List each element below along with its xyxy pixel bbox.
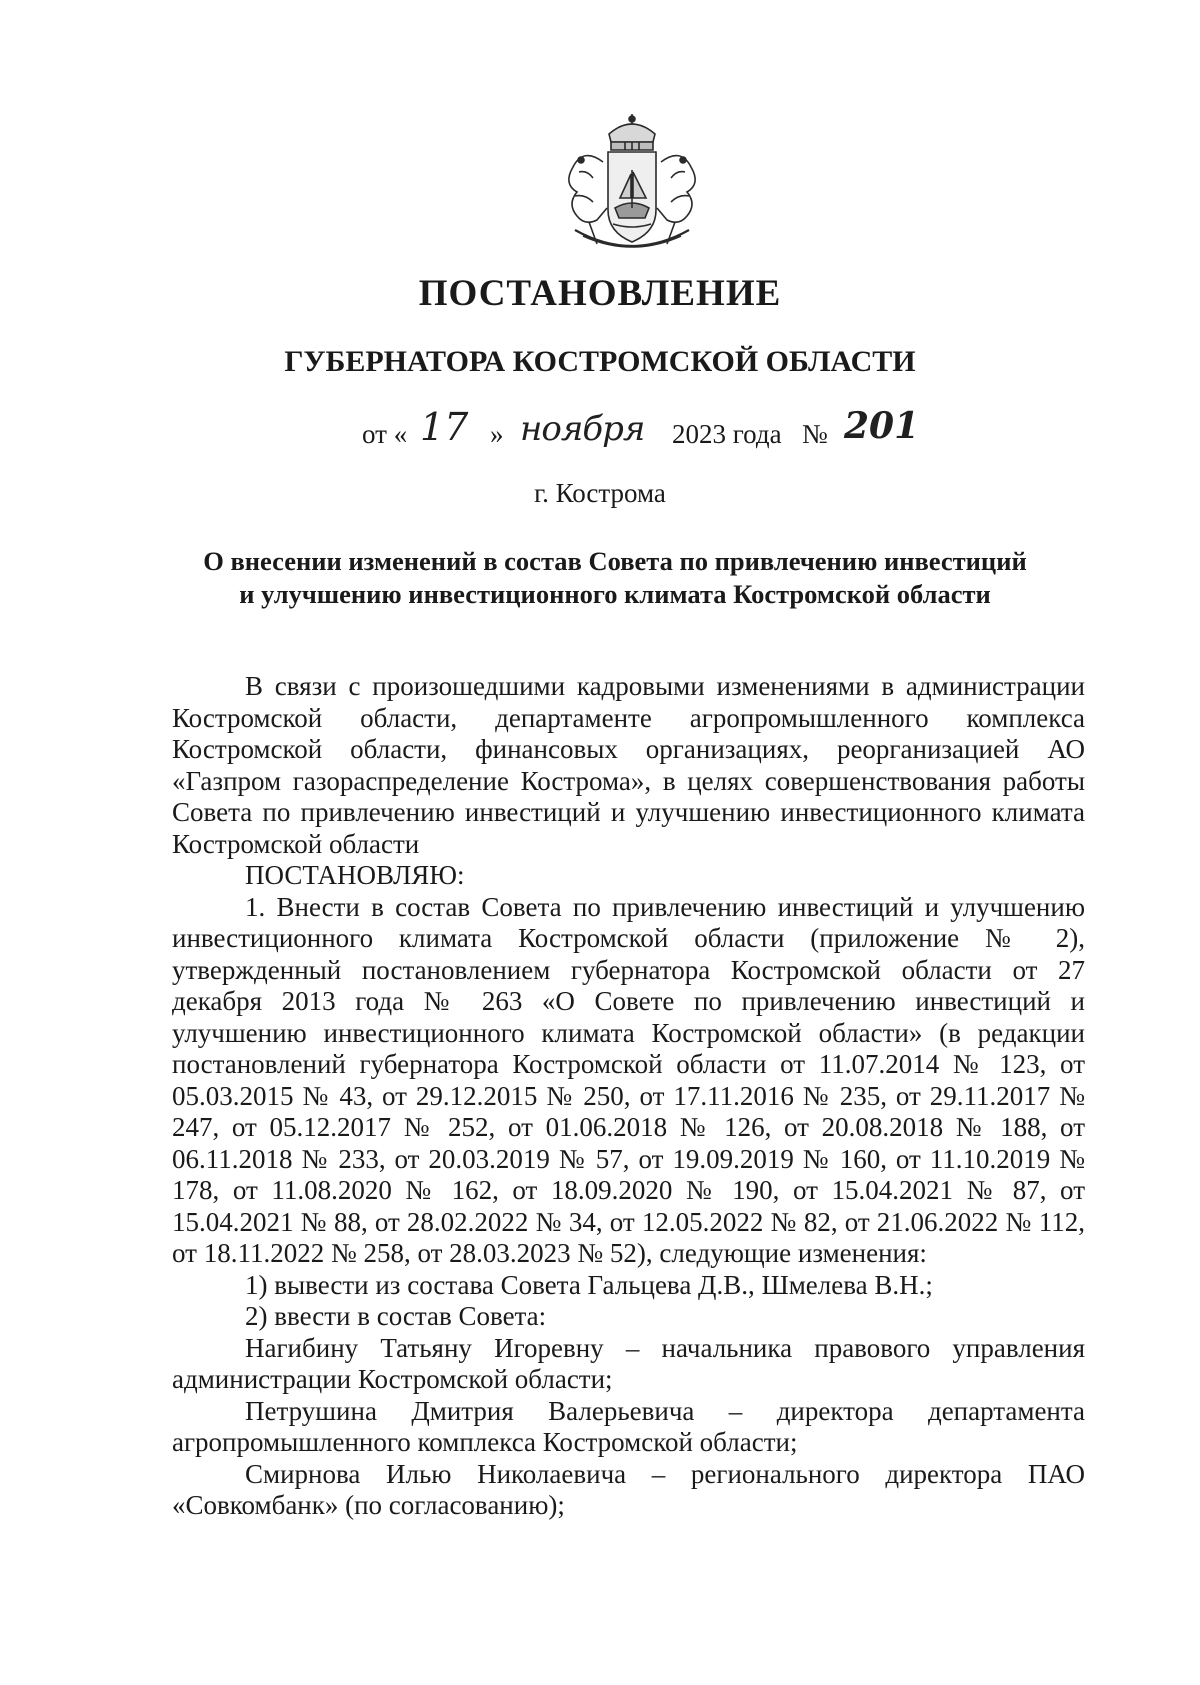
paragraph-resolve: ПОСТАНОВЛЯЮ: [245,860,465,890]
paragraph-subitem-1: 1) вывести из состава Совета Гальцева Д.В., Шмелева В.Н.; [245,1269,933,1300]
date-quote-close: » [490,419,504,449]
paragraph-subitem-2: 2) ввести в состав Совета: [245,1301,547,1331]
document-issuer: ГУБЕРНАТОРА КОСТРОМСКОЙ ОБЛАСТИ [284,345,916,378]
handwritten-day: 17 [420,405,469,449]
number-label: № [802,419,828,449]
paragraph-member-1: Нагибину Татьяну Игоревну – начальника правового управления администрации Костромской области; [172,1332,1085,1394]
handwritten-month: ноября [520,409,645,449]
document-place: г. Кострома [534,478,666,508]
handwritten-number: 201 [844,405,920,447]
document-heading [150,545,1080,611]
date-year: 2023 года [672,419,782,449]
heading-line-1: О внесении изменений в состав Совета по привлечению инвестиций [203,546,1027,576]
date-number-line [362,405,982,465]
heading-line-2: и улучшению инвестиционного климата Костромской области [239,579,991,609]
paragraph-member-3: Смирнова Илью Николаевича – регионального директора ПАО «Совкомбанк» (по согласованию); [172,1458,1085,1520]
document-body [172,671,1085,1522]
document-title: ПОСТАНОВЛЕНИЕ [418,273,782,314]
paragraph-item-1: 1. Внести в состав Совета по привлечению инвестиций и улучшению инвестиционного климата Костромской области (приложение № 2), утвержденный постановлением губернатора Костромской области от 27 декабря 2013 года № 263 «О Совете по привлечению инвестиций и улучшению инвестиционного климата Костромской области» (в редакции постановлений губернатора Костромской области от 11.07.2014 № 123, от 05.03.2015 № 43, от 29.12.2015 № 250, от 17.11.2016 № 235, от 29.11.2017 № 247, от 05.12.2017 № 252, от 01.06.2018 № 126, от 20.08.2018 № 188, от 06.11.2018 № 233, от 20.03.2019 № 57, от 19.09.2019 № 160, от 11.10.2019 № 178, от 11.08.2020 № 162, от 18.09.2020 № 190, от 15.04.2021 № 87, от 15.04.2021 № 88, от 28.02.2022 № 34, от 12.05.2022 № 82, от 21.06.2022 № 112, от 18.11.2022 № 258, от 28.03.2023 № 52), следующие изменения: [172,891,1085,1268]
paragraph-preamble: В связи с произошедшими кадровыми изменениями в администрации Костромской области, департаменте агропромышленного комплекса Костромской области, финансовых организациях, реорганизацией АО «Газпром газораспределение Кострома», в целях совершенствования работы Совета по привлечению инвестиций и улучшению инвестиционного климата Костромской области [172,671,1085,859]
date-prefix: от « [362,419,408,449]
paragraph-member-2: Петрушина Дмитрия Валерьевича – директора департамента агропромышленного комплекса Костромской области; [172,1395,1085,1457]
coat-of-arms-icon [553,112,711,262]
